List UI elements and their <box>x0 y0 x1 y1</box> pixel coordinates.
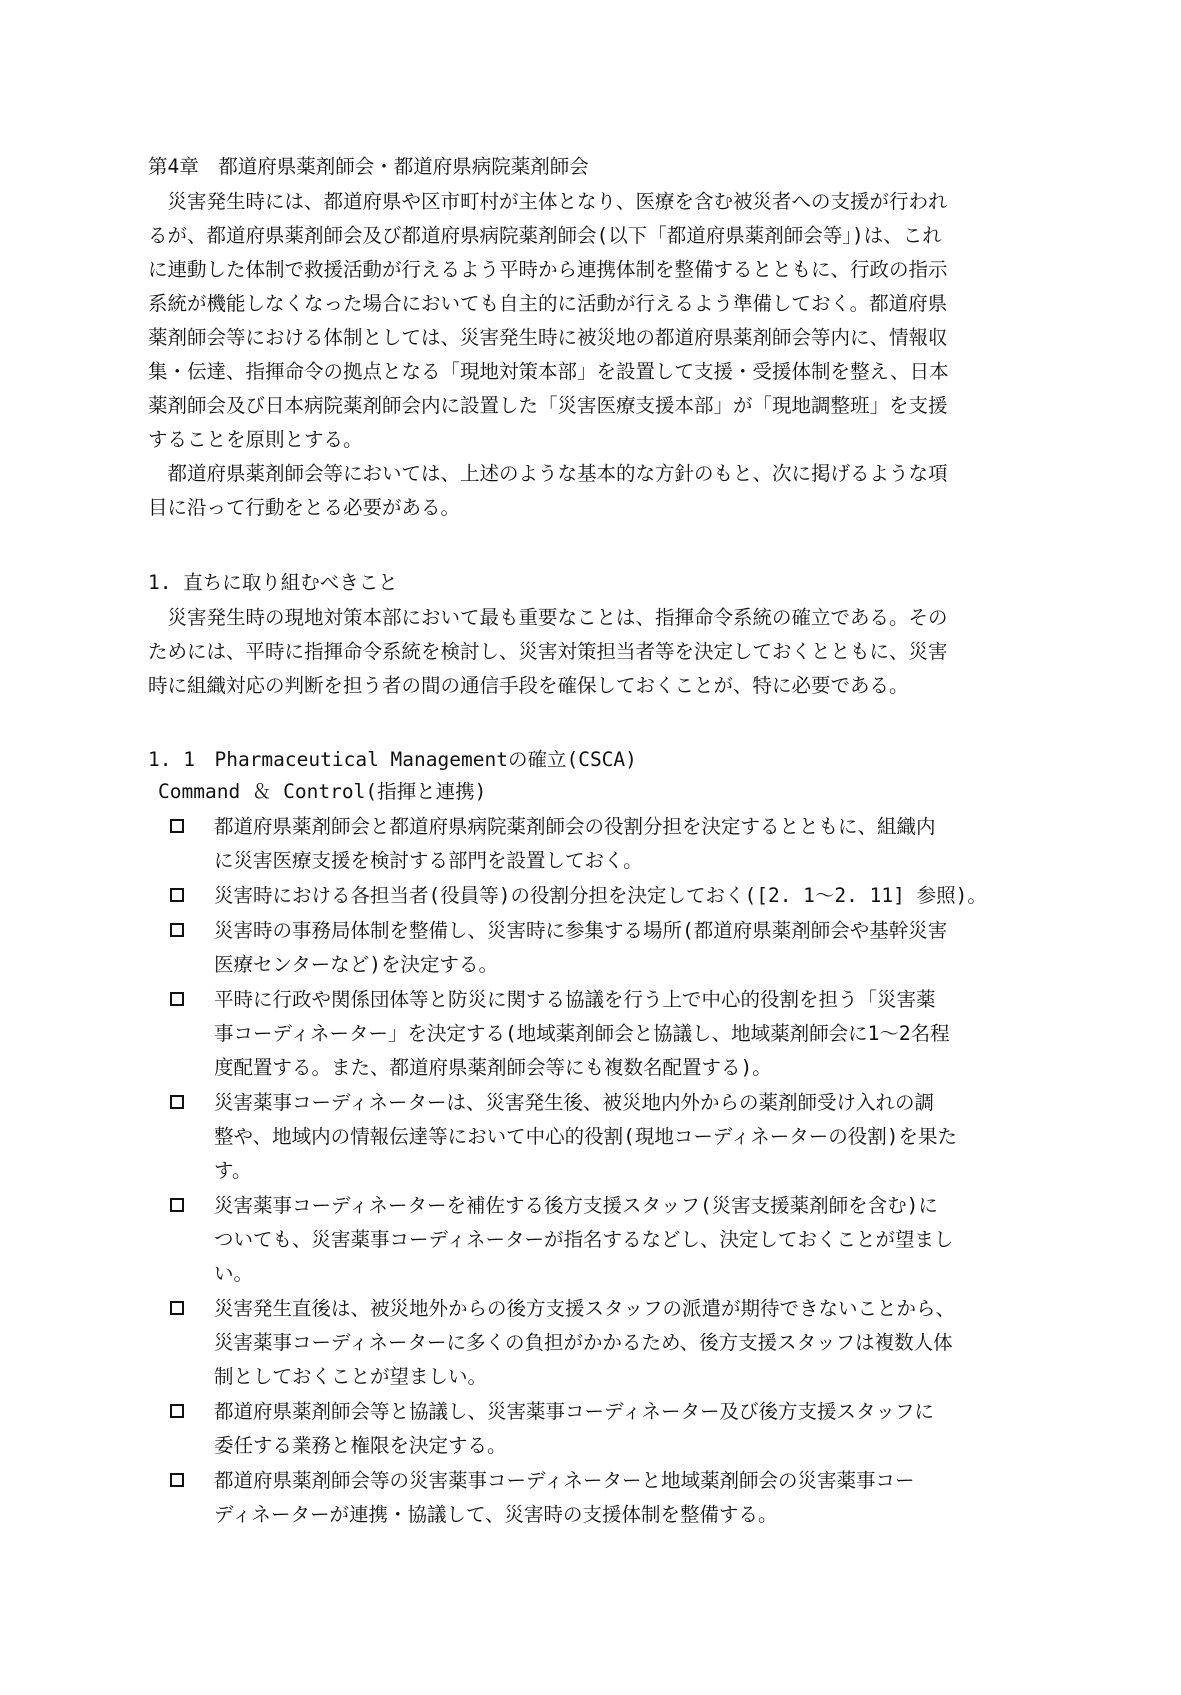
subsection-subheading <box>158 775 1042 809</box>
intro-line: るが、都道府県薬剤師会及び都道府県病院薬剤師会(以下「都道府県薬剤師会等」)は、これ <box>148 224 942 247</box>
intro-line: 目に沿って行動をとる必要がある。 <box>148 496 461 519</box>
checklist-item <box>170 1292 1040 1394</box>
intro-line: 薬剤師会等における体制としては、災害発生時に被災地の都道府県薬剤師会等内に、情報収 <box>148 326 948 349</box>
checklist-line: 都道府県薬剤師会等と協議し、災害薬事コーディネーター及び後方支援スタッフに <box>214 1400 934 1423</box>
checklist-item <box>170 1395 1040 1463</box>
checklist-line: 整や、地域内の情報伝達等において中心的役割(現地コーディネーターの役割)を果た <box>214 1125 958 1148</box>
checklist-line: 災害薬事コーディネーターに多くの負担がかかるため、後方支援スタッフは複数人体 <box>214 1331 953 1354</box>
checkbox-icon[interactable] <box>170 1404 184 1418</box>
checklist-item <box>170 983 1040 1085</box>
checklist-line: 都道府県薬剤師会と都道府県病院薬剤師会の役割分担を決定するとともに、組織内 <box>214 815 936 838</box>
intro-line: 薬剤師会及び日本病院薬剤師会内に設置した「災害医療支援本部」が「現地調整班」を支援 <box>148 394 948 417</box>
checklist-line: 災害時の事務局体制を整備し、災害時に参集する場所(都道府県薬剤師会や基幹災害 <box>214 919 948 942</box>
checklist-item-text <box>214 1086 1040 1188</box>
checklist-item <box>170 879 1040 913</box>
checklist-line: に災害医療支援を検討する部門を設置しておく。 <box>214 849 643 872</box>
section-1-line: 時に組織対応の判断を担う者の間の通信手段を確保しておくことが、特に必要である。 <box>148 674 909 697</box>
checkbox-icon[interactable] <box>170 1198 184 1212</box>
intro-line: 集・伝達、指揮命令の拠点となる「現地対策本部」を設置して支援・受援体制を整え、日本 <box>148 360 949 383</box>
intro-line: 系統が機能しなくなった場合においても自主的に活動が行えるよう準備しておく。都道府県 <box>148 292 948 315</box>
checklist-line: い。 <box>214 1262 254 1285</box>
checklist-line: 災害薬事コーディネーターを補佐する後方支援スタッフ(災害支援薬剤師を含む)に <box>214 1194 938 1217</box>
checklist-line: 制としておくことが望ましい。 <box>214 1365 488 1388</box>
checklist-item-text <box>214 983 1040 1085</box>
checklist-line: 災害時における各担当者(役員等)の役割分担を決定しておく([2. 1～2. 11] 参照)。 <box>214 884 987 907</box>
checklist-line: す。 <box>214 1159 252 1182</box>
checkbox-icon[interactable] <box>170 1473 184 1487</box>
checklist-item <box>170 810 1040 878</box>
checkbox-icon[interactable] <box>170 992 184 1006</box>
checklist-item <box>170 1189 1040 1291</box>
intro-line: 都道府県薬剤師会等においては、上述のような基本的な方針のもと、次に掲げるような項 <box>148 462 948 485</box>
checklist-item-text <box>214 1189 1040 1291</box>
subsection-title: 1. 1 Pharmaceutical Managementの確立(CSCA) <box>148 748 637 771</box>
checklist-item-text <box>214 1292 1040 1394</box>
chapter-title <box>148 150 1032 184</box>
checkbox-icon[interactable] <box>170 888 184 902</box>
checklist-line: 事コーディネーター」を決定する(地域薬剤師会と協議し、地域薬剤師会に1～2名程 <box>214 1022 950 1045</box>
checklist <box>170 810 1040 1533</box>
checklist-item-text <box>214 914 1040 982</box>
checklist-item <box>170 914 1040 982</box>
checklist-line: 医療センターなど)を決定する。 <box>214 953 498 976</box>
checklist-item-text <box>214 1464 1040 1532</box>
section-1-line: 災害発生時の現地対策本部において最も重要なことは、指揮命令系統の確立である。その <box>148 606 948 629</box>
checkbox-icon[interactable] <box>170 923 184 937</box>
section-1-title: 1. 直ちに取り組むべきこと <box>148 571 398 594</box>
checkbox-icon[interactable] <box>170 1095 184 1109</box>
checklist-line: 度配置する。また、都道府県薬剤師会等にも複数名配置する)。 <box>214 1056 772 1079</box>
checklist-line: 災害発生直後は、被災地外からの後方支援スタッフの派遣が期待できないことから、 <box>214 1297 956 1320</box>
checkbox-icon[interactable] <box>170 819 184 833</box>
chapter-title-text: 第4章 都道府県薬剤師会・都道府県病院薬剤師会 <box>148 155 589 178</box>
checklist-line: ディネーターが連携・協議して、災害時の支援体制を整備する。 <box>214 1503 778 1526</box>
checklist-line: 都道府県薬剤師会等の災害薬事コーディネーターと地域薬剤師会の災害薬事コー <box>214 1469 915 1492</box>
subsection-subtitle: Command ＆ Control(指揮と連携) <box>158 780 487 803</box>
intro-paragraphs <box>148 185 1032 525</box>
checklist-line: 委任する業務と権限を決定する。 <box>214 1434 507 1457</box>
section-1-line: ためには、平時に指揮命令系統を検討し、災害対策担当者等を決定しておくとともに、災害 <box>148 640 948 663</box>
checklist-line: ついても、災害薬事コーディネーターが指名するなどし、決定しておくことが望まし <box>214 1228 954 1251</box>
checklist-item-text <box>214 810 1040 878</box>
checkbox-icon[interactable] <box>170 1301 184 1315</box>
checklist-item-text <box>214 879 1040 913</box>
checklist-line: 平時に行政や関係団体等と防災に関する協議を行う上で中心的役割を担う「災害薬 <box>214 988 936 1011</box>
checklist-line: 災害薬事コーディネーターは、災害発生後、被災地内外からの薬剤師受け入れの調 <box>214 1091 934 1114</box>
intro-line: 災害発生時には、都道府県や区市町村が主体となり、医療を含む被災者への支援が行われ <box>148 190 948 213</box>
intro-line: に連動した体制で救援活動が行えるよう平時から連携体制を整備するとともに、行政の指示 <box>148 258 948 281</box>
section-1-heading <box>148 566 1032 600</box>
subsection-heading <box>148 743 1032 777</box>
checklist-item-text <box>214 1395 1040 1463</box>
checklist-item <box>170 1464 1040 1532</box>
checklist-item <box>170 1086 1040 1188</box>
section-1-body <box>148 601 1032 703</box>
intro-line: することを原則とする。 <box>148 428 363 451</box>
